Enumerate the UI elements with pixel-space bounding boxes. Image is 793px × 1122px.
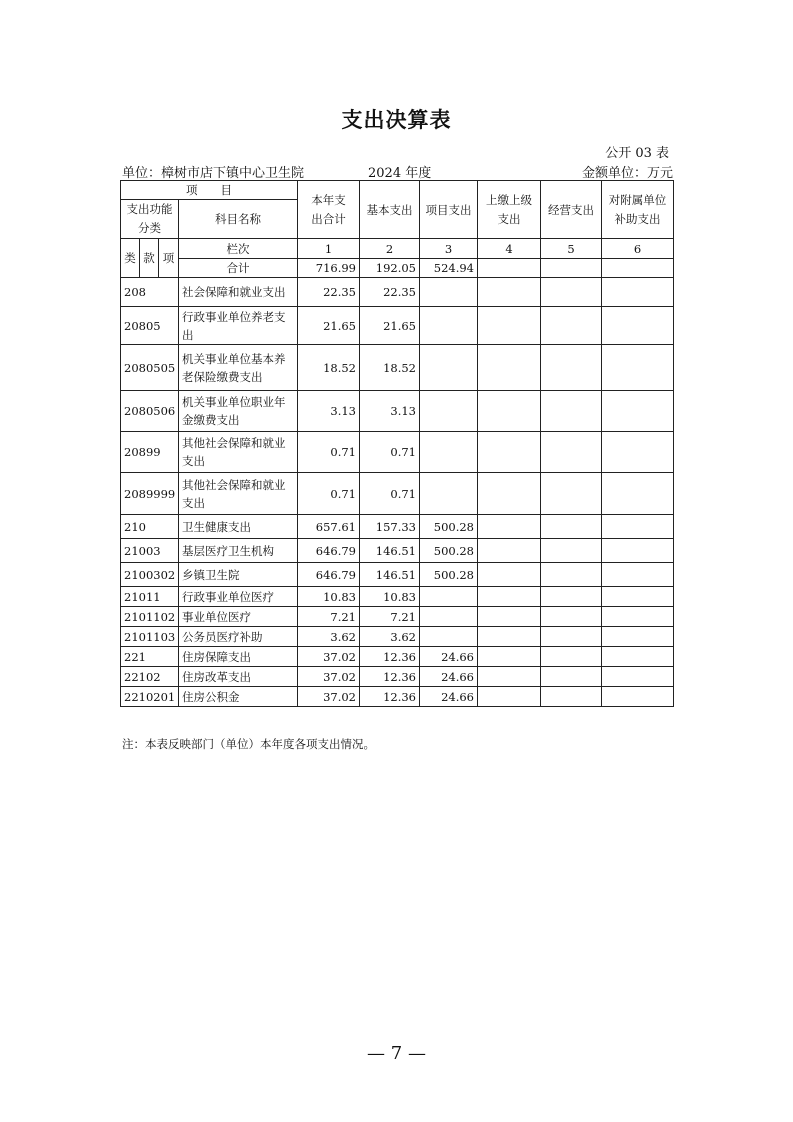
- row-total: 7.21: [298, 607, 360, 627]
- page-title: 支出决算表: [341, 107, 452, 132]
- row-upper: [478, 345, 541, 391]
- row-code: 210: [121, 515, 179, 539]
- row-basic: 146.51: [360, 539, 420, 563]
- table-row: [121, 667, 674, 687]
- row-business: [541, 563, 602, 587]
- page-number: — 7 —: [367, 1043, 426, 1064]
- table-row: [121, 607, 674, 627]
- row-business: [541, 345, 602, 391]
- row-project: [420, 587, 478, 607]
- row-basic: 12.36: [360, 667, 420, 687]
- row-upper: [478, 307, 541, 345]
- total-upper: [478, 259, 541, 278]
- row-code: 208: [121, 278, 179, 307]
- row-business: [541, 647, 602, 667]
- row-project: [420, 627, 478, 647]
- table-row: [121, 647, 674, 667]
- row-subsidy: [602, 515, 674, 539]
- row-business: [541, 539, 602, 563]
- row-project: 24.66: [420, 647, 478, 667]
- row-basic: 3.62: [360, 627, 420, 647]
- col-num: 3: [420, 239, 478, 259]
- row-business: [541, 515, 602, 539]
- row-subject-name: 其他社会保障和就业支出: [179, 473, 298, 515]
- total-business: [541, 259, 602, 278]
- row-subject-name: 行政事业单位医疗: [179, 587, 298, 607]
- row-business: [541, 667, 602, 687]
- col-num: 4: [478, 239, 541, 259]
- row-subject-name: 社会保障和就业支出: [179, 278, 298, 307]
- total-row: [121, 259, 674, 278]
- col-num: 2: [360, 239, 420, 259]
- row-total: 10.83: [298, 587, 360, 607]
- row-basic: 10.83: [360, 587, 420, 607]
- row-basic: 0.71: [360, 473, 420, 515]
- header-col-business: 经营支出: [541, 181, 602, 239]
- row-upper: [478, 687, 541, 707]
- row-total: 3.13: [298, 391, 360, 432]
- row-upper: [478, 391, 541, 432]
- row-code: 2080506: [121, 391, 179, 432]
- table-row: [121, 307, 674, 345]
- row-total: 18.52: [298, 345, 360, 391]
- row-project: [420, 278, 478, 307]
- row-subsidy: [602, 278, 674, 307]
- header-col-upper: 上缴上级支出: [478, 181, 541, 239]
- row-subject-name: 住房改革支出: [179, 667, 298, 687]
- row-business: [541, 587, 602, 607]
- row-business: [541, 687, 602, 707]
- row-total: 0.71: [298, 432, 360, 473]
- header-kuan: 款: [140, 239, 159, 278]
- table-note: 注：本表反映部门（单位）本年度各项支出情况。: [122, 737, 375, 751]
- row-subsidy: [602, 667, 674, 687]
- row-business: [541, 627, 602, 647]
- row-project: [420, 607, 478, 627]
- col-num: 1: [298, 239, 360, 259]
- table-row: [121, 432, 674, 473]
- row-project: 500.28: [420, 515, 478, 539]
- row-basic: 0.71: [360, 432, 420, 473]
- col-num: 6: [602, 239, 674, 259]
- row-code: 2089999: [121, 473, 179, 515]
- total-label: 合计: [179, 259, 298, 278]
- row-subsidy: [602, 647, 674, 667]
- row-project: [420, 432, 478, 473]
- row-upper: [478, 432, 541, 473]
- row-upper: [478, 627, 541, 647]
- row-total: 646.79: [298, 539, 360, 563]
- row-project: [420, 391, 478, 432]
- row-code: 20805: [121, 307, 179, 345]
- row-basic: 21.65: [360, 307, 420, 345]
- table-row: [121, 473, 674, 515]
- row-code: 2210201: [121, 687, 179, 707]
- row-upper: [478, 587, 541, 607]
- row-upper: [478, 473, 541, 515]
- row-project: 24.66: [420, 687, 478, 707]
- header-subject-name: 科目名称: [179, 200, 298, 239]
- row-subject-name: 行政事业单位养老支出: [179, 307, 298, 345]
- row-subsidy: [602, 539, 674, 563]
- row-subject-name: 机关事业单位基本养老保险缴费支出: [179, 345, 298, 391]
- form-number: 公开 03 表: [605, 146, 669, 161]
- row-subject-name: 卫生健康支出: [179, 515, 298, 539]
- row-code: 21011: [121, 587, 179, 607]
- row-business: [541, 278, 602, 307]
- row-subsidy: [602, 687, 674, 707]
- row-code: 2101102: [121, 607, 179, 627]
- row-project: [420, 345, 478, 391]
- row-total: 646.79: [298, 563, 360, 587]
- row-basic: 12.36: [360, 687, 420, 707]
- row-code: 2101103: [121, 627, 179, 647]
- row-basic: 7.21: [360, 607, 420, 627]
- row-project: [420, 473, 478, 515]
- row-total: 37.02: [298, 687, 360, 707]
- row-subsidy: [602, 607, 674, 627]
- row-subsidy: [602, 587, 674, 607]
- row-basic: 146.51: [360, 563, 420, 587]
- row-subsidy: [602, 391, 674, 432]
- year-label: 2024 年度: [368, 166, 432, 181]
- row-basic: 12.36: [360, 647, 420, 667]
- row-code: 22102: [121, 667, 179, 687]
- row-project: 500.28: [420, 563, 478, 587]
- header-item: 项 目: [121, 181, 298, 200]
- row-code: 20899: [121, 432, 179, 473]
- table-row: [121, 345, 674, 391]
- row-business: [541, 391, 602, 432]
- row-basic: 3.13: [360, 391, 420, 432]
- row-upper: [478, 607, 541, 627]
- row-subsidy: [602, 627, 674, 647]
- row-subsidy: [602, 432, 674, 473]
- row-subject-name: 住房公积金: [179, 687, 298, 707]
- row-code: 21003: [121, 539, 179, 563]
- table-row: [121, 587, 674, 607]
- row-business: [541, 307, 602, 345]
- row-business: [541, 607, 602, 627]
- header-xiang: 项: [159, 239, 179, 278]
- row-project: 500.28: [420, 539, 478, 563]
- row-business: [541, 432, 602, 473]
- total-subsidy: [602, 259, 674, 278]
- row-subject-name: 事业单位医疗: [179, 607, 298, 627]
- row-subsidy: [602, 563, 674, 587]
- unit-label: 单位：樟树市店下镇中心卫生院: [122, 166, 305, 181]
- row-total: 37.02: [298, 647, 360, 667]
- row-total: 37.02: [298, 667, 360, 687]
- header-col-subsidy: 对附属单位补助支出: [602, 181, 674, 239]
- row-upper: [478, 278, 541, 307]
- header-row-item: [121, 181, 674, 200]
- table-row: [121, 687, 674, 707]
- row-subsidy: [602, 345, 674, 391]
- row-subject-name: 公务员医疗补助: [179, 627, 298, 647]
- table-row: [121, 391, 674, 432]
- total-basic: 192.05: [360, 259, 420, 278]
- money-unit-label: 金额单位：万元: [581, 166, 673, 181]
- row-total: 657.61: [298, 515, 360, 539]
- row-code: 2080505: [121, 345, 179, 391]
- row-project: [420, 307, 478, 345]
- row-total: 22.35: [298, 278, 360, 307]
- header-func-class: 支出功能分类: [121, 200, 179, 239]
- table-row: [121, 278, 674, 307]
- row-upper: [478, 647, 541, 667]
- expenditure-table: [120, 180, 674, 707]
- row-upper: [478, 563, 541, 587]
- row-subject-name: 机关事业单位职业年金缴费支出: [179, 391, 298, 432]
- header-lanci: 栏次: [179, 239, 298, 259]
- row-subject-name: 基层医疗卫生机构: [179, 539, 298, 563]
- header-col-basic: 基本支出: [360, 181, 420, 239]
- row-subject-name: 住房保障支出: [179, 647, 298, 667]
- col-num: 5: [541, 239, 602, 259]
- row-subsidy: [602, 307, 674, 345]
- row-subject-name: 乡镇卫生院: [179, 563, 298, 587]
- row-basic: 18.52: [360, 345, 420, 391]
- header-row-lanci: [121, 239, 674, 259]
- header-lei: 类: [121, 239, 140, 278]
- table-row: [121, 563, 674, 587]
- header-col-project: 项目支出: [420, 181, 478, 239]
- table-row: [121, 627, 674, 647]
- row-code: 2100302: [121, 563, 179, 587]
- row-project: 24.66: [420, 667, 478, 687]
- table-row: [121, 539, 674, 563]
- row-subsidy: [602, 473, 674, 515]
- row-total: 21.65: [298, 307, 360, 345]
- header-col-total: 本年支出合计: [298, 181, 360, 239]
- row-business: [541, 473, 602, 515]
- table-meta: [122, 162, 673, 180]
- row-upper: [478, 539, 541, 563]
- row-basic: 22.35: [360, 278, 420, 307]
- row-subject-name: 其他社会保障和就业支出: [179, 432, 298, 473]
- row-upper: [478, 667, 541, 687]
- total-project: 524.94: [420, 259, 478, 278]
- total-amount: 716.99: [298, 259, 360, 278]
- row-total: 0.71: [298, 473, 360, 515]
- row-code: 221: [121, 647, 179, 667]
- row-total: 3.62: [298, 627, 360, 647]
- table-row: [121, 515, 674, 539]
- row-upper: [478, 515, 541, 539]
- row-basic: 157.33: [360, 515, 420, 539]
